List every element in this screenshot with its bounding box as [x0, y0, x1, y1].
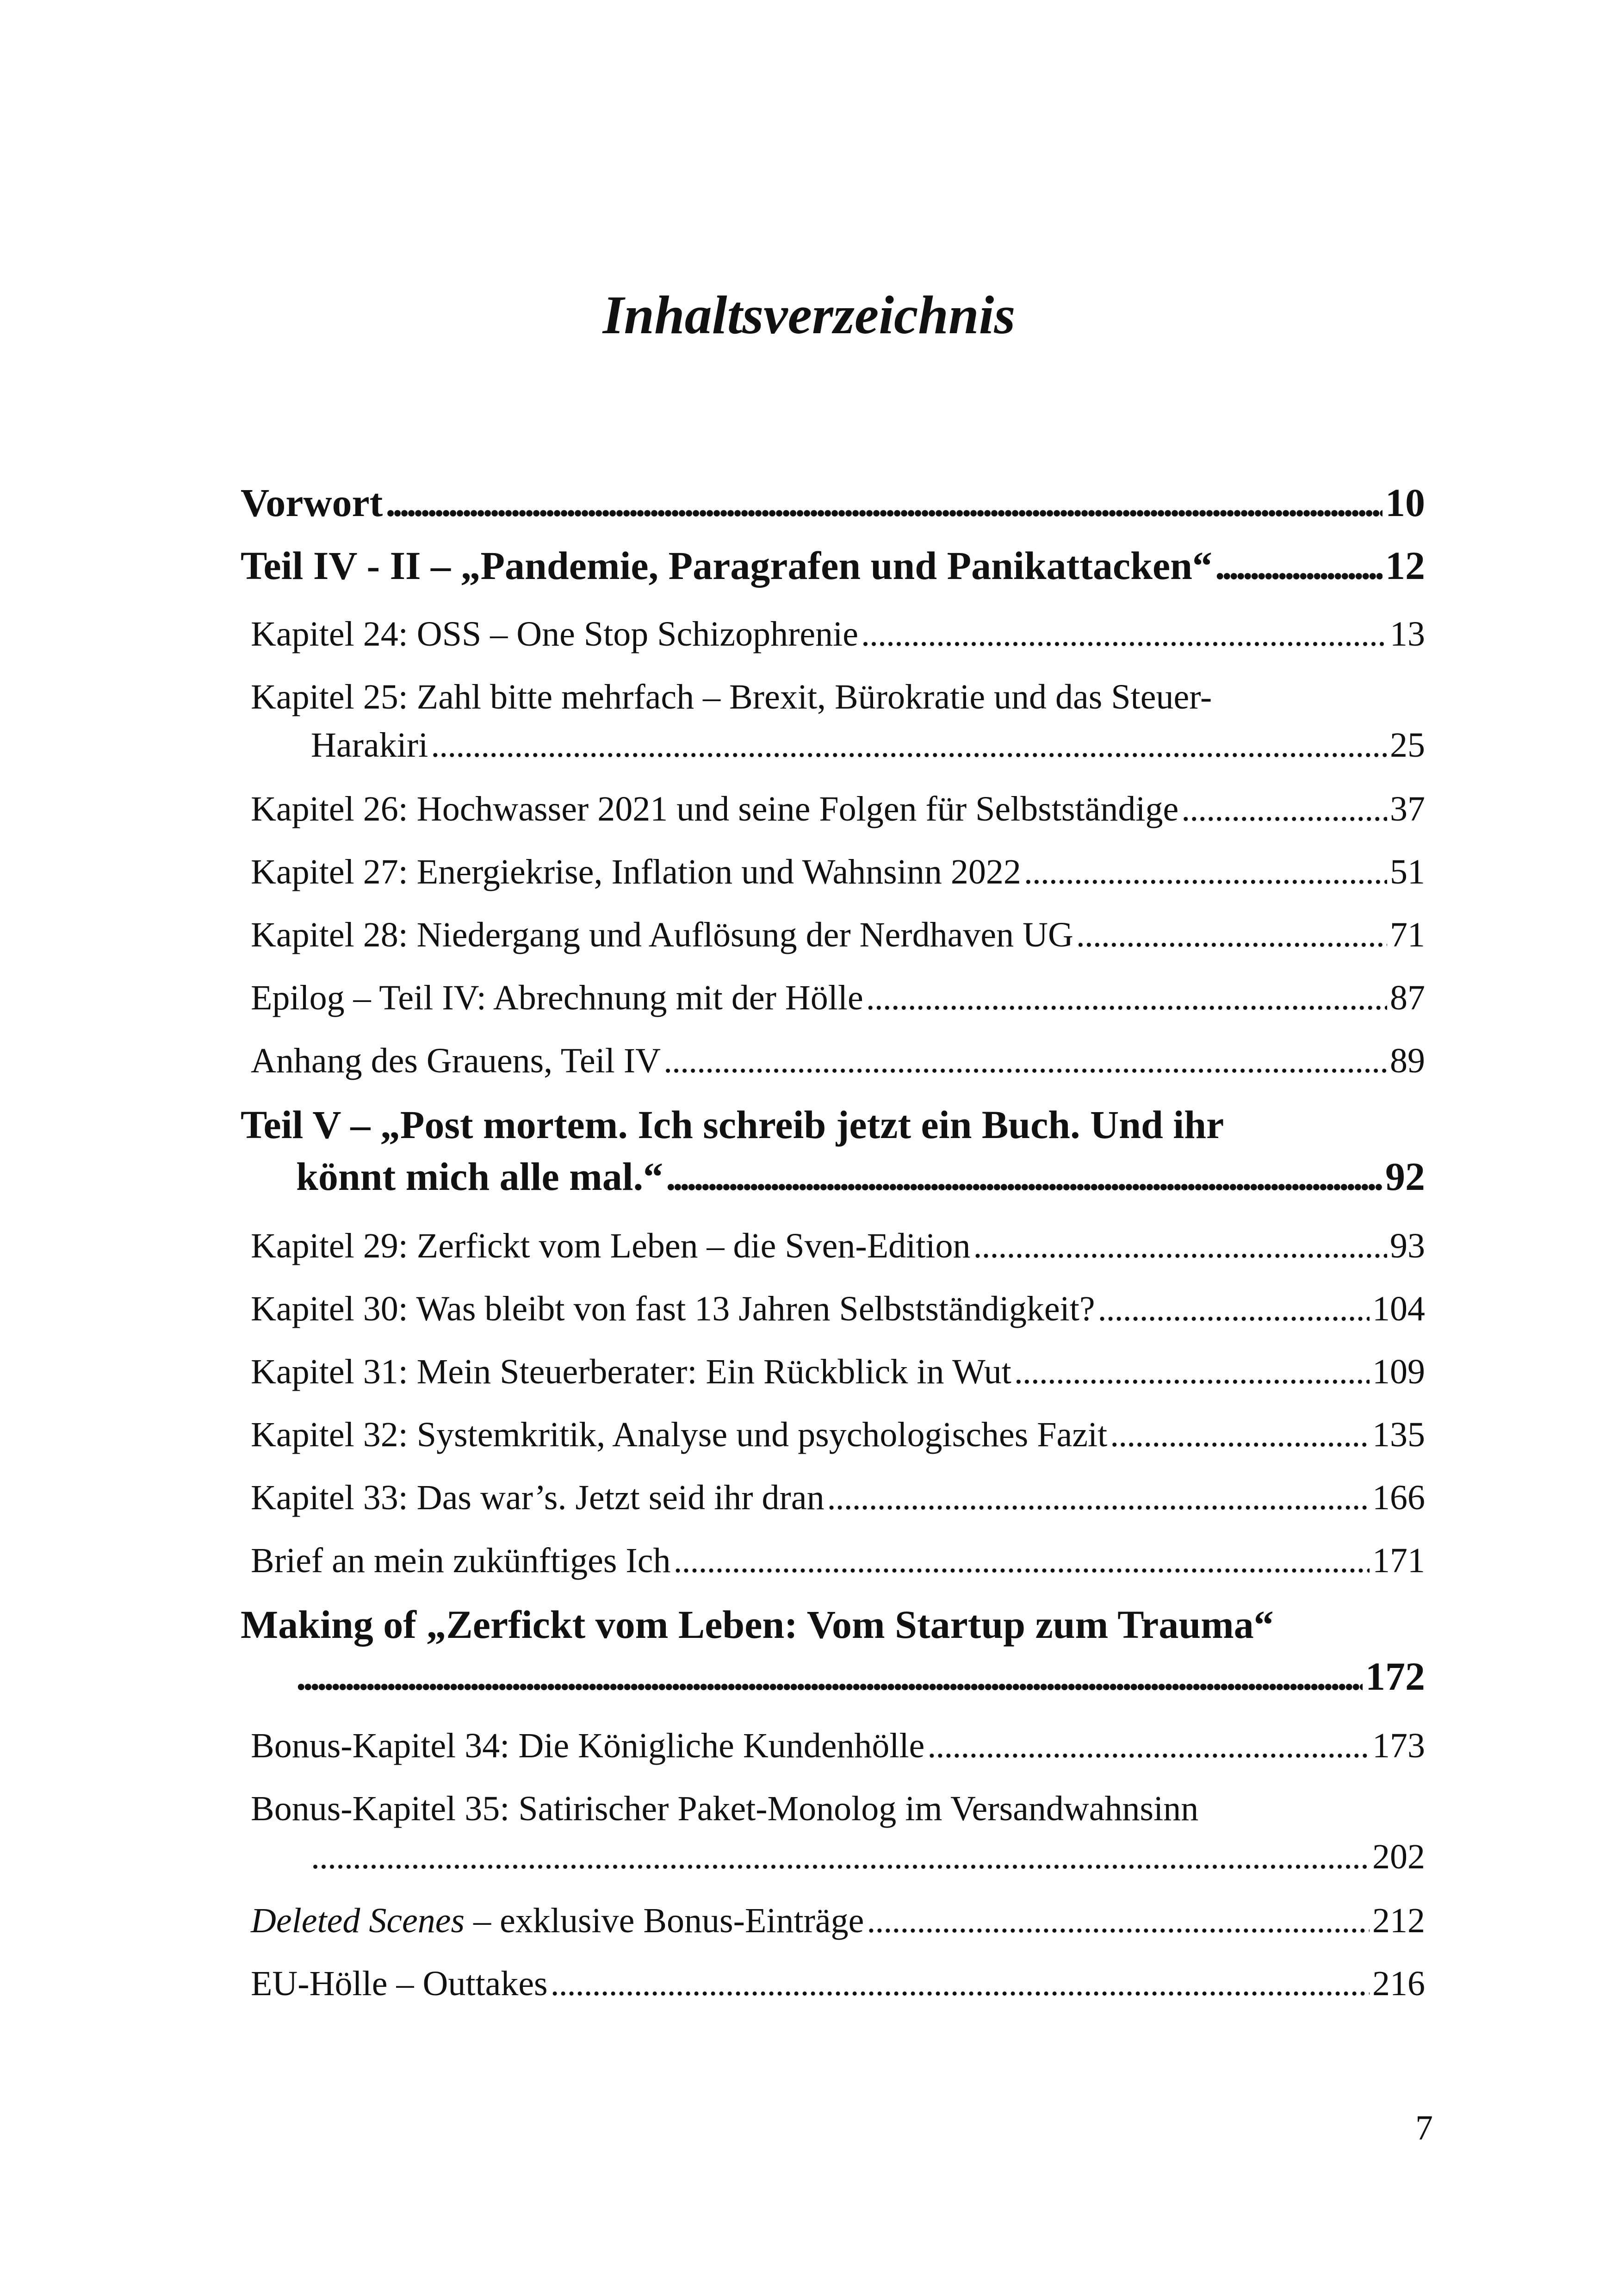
toc-page-number: 89	[1390, 1041, 1425, 1080]
toc-entry-label: Kapitel 27: Energiekrise, Inflation und Wahnsinn 2022	[251, 852, 1021, 891]
page-number: 7	[1415, 2109, 1433, 2147]
toc-page-number: 212	[1372, 1901, 1425, 1940]
toc-page-number: 135	[1372, 1415, 1425, 1454]
leader-dots	[385, 477, 1382, 529]
toc-entry-bonus-34[interactable]	[241, 1722, 1425, 1770]
leader-dots	[866, 974, 1387, 1022]
leader-dots	[311, 1833, 1370, 1881]
leader-dots	[1014, 1348, 1370, 1396]
toc-page-number: 109	[1372, 1352, 1425, 1391]
toc-entry-label: Kapitel 33: Das war’s. Jetzt seid ihr dran	[251, 1478, 824, 1517]
toc-entry-kapitel-32[interactable]	[241, 1411, 1425, 1459]
toc-entry-kapitel-28[interactable]	[241, 911, 1425, 959]
toc-page-number: 104	[1372, 1289, 1425, 1328]
toc-entry-epilog[interactable]	[241, 974, 1425, 1022]
toc-entry-bonus-35[interactable]	[241, 1785, 1425, 1881]
toc-entry-label: Epilog – Teil IV: Abrechnung mit der Hölle	[251, 978, 863, 1017]
toc-entry-label: Bonus-Kapitel 35: Satirischer Paket-Monolog im Versandwahnsinn	[251, 1789, 1199, 1828]
toc-entry-kapitel-33[interactable]	[241, 1474, 1425, 1522]
toc-page-number: 202	[1372, 1837, 1425, 1876]
toc-entry-label: Kapitel 24: OSS – One Stop Schizophrenie	[251, 615, 858, 653]
toc-page-number: 216	[1372, 1964, 1425, 2003]
toc-entry-label: Kapitel 29: Zerfickt vom Leben – die Sven-Edition	[251, 1226, 971, 1265]
toc-entry-label: Teil IV - II – „Pandemie, Paragrafen und Panikattacken“	[241, 543, 1212, 588]
toc-entry-label: Kapitel 25: Zahl bitte mehrfach – Brexit, Bürokratie und das Steuer-	[251, 678, 1212, 716]
toc-entry-label-continued: könnt mich alle mal.“	[296, 1154, 663, 1199]
toc-entry-label: Brief an mein zukünftiges Ich	[251, 1541, 671, 1580]
toc-entry-kapitel-29[interactable]	[241, 1222, 1425, 1270]
toc-entry-kapitel-24[interactable]	[241, 610, 1425, 658]
leader-dots	[1076, 911, 1387, 959]
toc-page-number: 12	[1385, 543, 1425, 588]
toc-entry-label: Anhang des Grauens, Teil IV	[251, 1041, 661, 1080]
leader-dots	[296, 1650, 1363, 1702]
page-title: Inhaltsverzeichnis	[602, 285, 1016, 345]
toc-entry-label-continued: Harakiri	[311, 726, 428, 765]
toc-entry-label: Kapitel 30: Was bleibt von fast 13 Jahren Selbstständigkeit?	[251, 1289, 1095, 1328]
toc-entry-label: Kapitel 26: Hochwasser 2021 und seine Folgen für Selbstständige	[251, 790, 1179, 828]
toc-entry-kapitel-25[interactable]	[241, 673, 1425, 769]
leader-dots	[666, 1151, 1382, 1202]
leader-dots	[1181, 785, 1387, 833]
toc-entry-teil-v[interactable]	[241, 1099, 1425, 1202]
leader-dots	[663, 1037, 1387, 1085]
leader-dots	[1215, 540, 1382, 591]
toc-entry-kapitel-30[interactable]	[241, 1285, 1425, 1333]
toc-entry-anhang[interactable]	[241, 1037, 1425, 1085]
toc-entry-label: Kapitel 28: Niedergang und Auflösung der Nerdhaven UG	[251, 915, 1073, 954]
toc-page-number: 51	[1390, 852, 1425, 891]
leader-dots	[673, 1537, 1370, 1585]
toc-entry-label: Teil V – „Post mortem. Ich schreib jetzt ein Buch. Und ihr	[241, 1102, 1224, 1147]
toc-page-number: 13	[1390, 615, 1425, 653]
toc-entry-label: – exklusive Bonus-Einträge	[465, 1901, 864, 1940]
leader-dots	[1098, 1285, 1370, 1333]
leader-dots	[927, 1722, 1370, 1770]
toc-page-number: 172	[1365, 1654, 1425, 1699]
toc-entry-kapitel-26[interactable]	[241, 785, 1425, 833]
toc-entry-kapitel-31[interactable]	[241, 1348, 1425, 1396]
leader-dots	[431, 721, 1387, 769]
toc-entry-deleted-scenes[interactable]	[241, 1897, 1425, 1945]
toc-page-number: 166	[1372, 1478, 1425, 1517]
leader-dots	[1024, 848, 1387, 896]
toc-page-number: 25	[1390, 726, 1425, 765]
toc-entry-label: Kapitel 32: Systemkritik, Analyse und psychologisches Fazit	[251, 1415, 1108, 1454]
toc-entry-label: Bonus-Kapitel 34: Die Königliche Kundenhölle	[251, 1726, 925, 1765]
toc-entry-label-italic: Deleted Scenes	[251, 1901, 465, 1940]
leader-dots	[827, 1474, 1370, 1522]
toc-entry-brief[interactable]	[241, 1537, 1425, 1585]
toc-entry-label: Vorwort	[241, 480, 383, 525]
toc-entry-label: Making of „Zerfickt vom Leben: Vom Startup zum Trauma“	[241, 1602, 1274, 1647]
leader-dots	[551, 1960, 1370, 2008]
toc-entry-teil-iv[interactable]	[241, 540, 1425, 591]
toc-entry-making-of[interactable]	[241, 1599, 1425, 1702]
toc-entry-vorwort[interactable]	[241, 477, 1425, 529]
toc-page-number: 37	[1390, 790, 1425, 828]
leader-dots	[861, 610, 1387, 658]
toc-page-number: 173	[1372, 1726, 1425, 1765]
leader-dots	[1110, 1411, 1370, 1459]
leader-dots	[973, 1222, 1387, 1270]
toc-page-number: 171	[1372, 1541, 1425, 1580]
toc-entry-eu-hoelle[interactable]	[241, 1960, 1425, 2008]
leader-dots	[867, 1897, 1370, 1945]
toc-page-number: 87	[1390, 978, 1425, 1017]
toc-entry-kapitel-27[interactable]	[241, 848, 1425, 896]
toc-entry-label: Kapitel 31: Mein Steuerberater: Ein Rückblick in Wut	[251, 1352, 1011, 1391]
toc-page-number: 93	[1390, 1226, 1425, 1265]
toc-page-number: 10	[1385, 480, 1425, 525]
toc-entry-label: EU-Hölle – Outtakes	[251, 1964, 548, 2003]
toc-page-number: 92	[1385, 1154, 1425, 1199]
toc-page-number: 71	[1390, 915, 1425, 954]
